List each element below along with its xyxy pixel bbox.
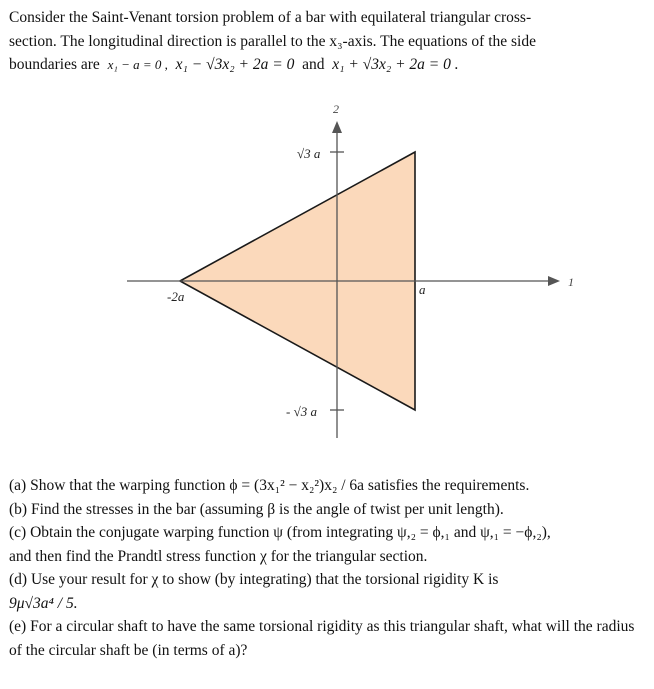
top-vertex-label: √3 a [297, 146, 321, 161]
intro-line-1: Consider the Saint-Venant torsion problem of a bar with equilateral triangular cross- [9, 9, 532, 26]
axis-2-label: 2 [333, 102, 339, 116]
problem-intro [9, 6, 639, 77]
part-d-line-1: (d) Use your result for χ to show (by integrating) that the torsional rigidity K is [9, 571, 499, 588]
intro-line-3 [9, 53, 639, 77]
boundary-equation-1: x₁ − a = 0 , [107, 57, 168, 72]
part-e: (e) For a circular shaft to have the same torsional rigidity as this triangular shaft, what will the radius of the circular shaft be (in terms of a)? [9, 618, 635, 659]
right-side-label: a [419, 282, 426, 297]
triangle-cross-section-figure [0, 95, 654, 445]
part-a: (a) Show that the warping function ϕ = (3x₁² − x₂²)x₂ / 6a satisfies the requirements. [9, 477, 530, 494]
left-vertex-label: -2a [167, 289, 185, 304]
axis-2-arrowhead [332, 121, 342, 133]
intro-line-3-prefix: boundaries are [9, 56, 100, 73]
axis-1-label: 1 [568, 275, 574, 289]
intro-line-2: section. The longitudinal direction is parallel to the x₃-axis. The equations of the side [9, 32, 536, 50]
bottom-vertex-label: - √3 a [286, 404, 317, 419]
part-c-line-1: (c) Obtain the conjugate warping function ψ (from integrating ψ,₂ = ϕ,₁ and ψ,₁ = −ϕ,₂), [9, 524, 551, 541]
axis-1-arrowhead [548, 276, 560, 286]
boundary-equation-2: x₁ − √3x₂ + 2a = 0 [175, 56, 295, 73]
part-d-line-2: 9μ√3a⁴ / 5. [9, 594, 78, 612]
problem-parts [9, 474, 639, 662]
part-c-line-2: and then find the Prandtl stress function χ for the triangular section. [9, 547, 428, 565]
part-b: (b) Find the stresses in the bar (assuming β is the angle of twist per unit length). [9, 500, 504, 518]
conjunction-and: and [302, 56, 325, 73]
boundary-equation-3: x₁ + √3x₂ + 2a = 0 . [332, 56, 459, 73]
